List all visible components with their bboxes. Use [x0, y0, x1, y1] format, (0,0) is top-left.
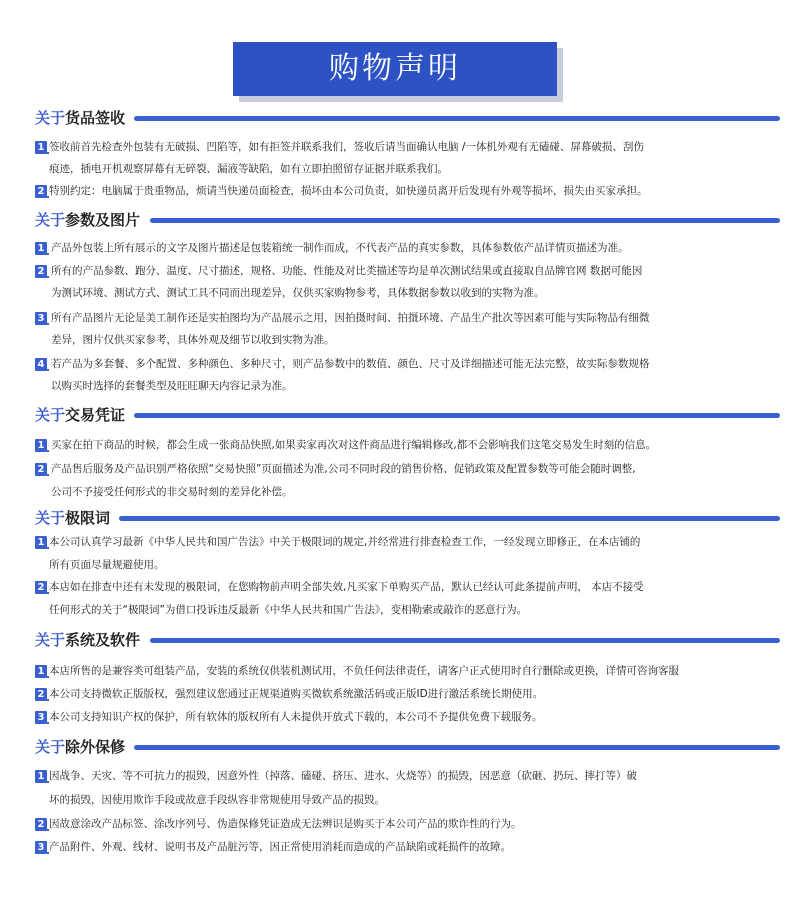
section-divider — [156, 218, 780, 223]
section-divider — [140, 116, 780, 121]
item-text-line: 所有的产品参数、跑分、温度、尺寸描述，规格、功能、性能及对比类描述等均是单次测试结果或直接取自品牌官网 数据可能因 — [51, 265, 643, 277]
section-title: 除外保修 — [65, 738, 126, 756]
item-text-line: 所有产品图片无论是美工制作还是实拍图均为产品展示之用，因拍摄时间、拍摄环境、产品生产批次等因素可能与实际物品有细微 — [51, 312, 650, 324]
item-text-line: 买家在拍下商品的时候，都会生成一张商品快照,如果卖家再次对这件商品进行编辑修改,都不会影响我们这笔交易发生时刻的信息。 — [51, 439, 657, 451]
section-divider — [140, 413, 780, 418]
item-number-badge: 3 — [35, 841, 47, 854]
item-number-badge: 2 — [35, 265, 47, 278]
item-number-badge: 2 — [35, 581, 47, 594]
item-number-badge: 1 — [35, 770, 47, 783]
section-warranty-exclusions — [0, 737, 790, 757]
section-prefix: 关于 — [35, 109, 66, 127]
item-number-badge: 4 — [35, 358, 47, 371]
page-title: 购物声明 — [329, 51, 461, 86]
item-text-line: 产品售后服务及产品识别严格依照“交易快照”页面描述为准,公司不同时段的销售价格、促销政策及配置参数等可能会随时调整, — [51, 463, 636, 475]
item-number-badge: 2 — [35, 463, 47, 476]
item-text-line: 产品附件、外观、线材、说明书及产品脏污等，因正常使用消耗而造成的产品缺陷或耗损件的故障。 — [49, 841, 511, 853]
section-prefix: 关于 — [35, 509, 66, 527]
section-header — [0, 630, 790, 650]
item-number-badge: 2 — [35, 688, 47, 701]
item-text-line: 本公司支持微软正版版权，强烈建议您通过正规渠道购买微软系统激活码或正版ID进行激活系统长期使用。 — [49, 688, 544, 700]
section-header — [0, 108, 790, 128]
item-text-line: 签收前首先检查外包装有无破损、凹陷等，如有拒签并联系我们，签收后请当面确认电脑 /一体机外观有无磕碰、屏幕破损、刮伤 — [49, 141, 644, 153]
section-extreme-words — [0, 508, 790, 528]
section-title: 交易凭证 — [65, 406, 126, 424]
section-header — [0, 508, 790, 528]
item-text-line: 以购买时选择的套餐类型及旺旺聊天内容记录为准。 — [51, 380, 293, 392]
section-goods-receipt — [0, 108, 790, 128]
item-number-badge: 1 — [35, 141, 47, 154]
item-number-badge: 2 — [35, 185, 47, 198]
item-number-badge: 3 — [35, 711, 47, 724]
section-system-software — [0, 630, 790, 650]
item-text-line: 坏的损毁，因使用欺诈手段或故意手段纵容非常规使用导致产品的损毁。 — [49, 794, 385, 806]
section-header — [0, 210, 790, 230]
section-specs-images — [0, 210, 790, 230]
item-text-line: 本店如在排查中还有未发现的极限词，在您购物前声明全部失效,凡买家下单购买产品，默认已经认可此条提前声明， 本店不接受 — [49, 581, 644, 593]
section-divider — [125, 516, 780, 521]
item-text-line: 为测试环境、测试方式、测试工具不同而出现差异，仅供买家购物参考，具体数据参数以收到的实物为准。 — [51, 287, 545, 299]
section-header — [0, 737, 790, 757]
item-text-line: 因故意涂改产品标签、涂改序列号、伪造保修凭证造成无法辨识是购买于本公司产品的欺诈性的行为。 — [49, 818, 522, 830]
section-title: 系统及软件 — [65, 631, 141, 649]
section-prefix: 关于 — [35, 406, 66, 424]
item-text-line: 所有页面尽量规避使用。 — [49, 559, 165, 571]
section-prefix: 关于 — [35, 738, 66, 756]
item-text-line: 产品外包装上所有展示的文字及图片描述是包装箱统一制作而成，不代表产品的真实参数，具体参数依产品详情页描述为准。 — [51, 242, 629, 254]
item-text-line: 特别约定：电脑属于贵重物品，烦请当快递员面检查，损坏由本公司负责，如快递员离开后发现有外观等损坏，损失由买家承担。 — [49, 185, 648, 197]
section-transaction-proof — [0, 405, 790, 425]
item-number-badge: 1 — [35, 665, 47, 678]
section-prefix: 关于 — [35, 211, 66, 229]
item-text-line: 差异，图片仅供买家参考，具体外观及细节以收到实物为准。 — [51, 334, 335, 346]
section-header — [0, 405, 790, 425]
page-banner — [233, 42, 557, 96]
item-text-line: 公司不予接受任何形式的非交易时刻的差异化补偿。 — [51, 486, 293, 498]
item-number-badge: 2 — [35, 818, 47, 831]
item-number-badge: 1 — [35, 536, 47, 549]
item-text-line: 因战争、天灾、等不可抗力的损毁，因意外性（掉落、磕碰、挤压、进水、火烧等）的损毁，因恶意（砍砸、扔玩、摔打等）破 — [49, 770, 637, 782]
section-title: 极限词 — [65, 509, 111, 527]
section-divider — [140, 745, 780, 750]
item-number-badge: 1 — [35, 439, 47, 452]
item-number-badge: 1 — [35, 242, 47, 255]
section-prefix: 关于 — [35, 631, 66, 649]
section-divider — [156, 638, 780, 643]
item-text-line: 任何形式的关于“极限词”为借口投诉违反最新《中华人民共和国广告法》，变相勒索或敲诈的恶意行为。 — [49, 604, 528, 616]
section-title: 货品签收 — [65, 109, 126, 127]
item-text-line: 本公司认真学习最新《中华人民共和国广告法》中关于极限词的规定,并经常进行排查检查工作，一经发现立即修正，在本店铺的 — [49, 536, 641, 548]
item-text-line: 若产品为多套餐、多个配置、多种颜色、多种尺寸，则产品参数中的数值、颜色、尺寸及详细描述可能无法完整，故实际参数规格 — [51, 358, 650, 370]
section-title: 参数及图片 — [65, 211, 141, 229]
item-text-line: 痕迹，插电开机观察屏幕有无碎裂、漏液等缺陷，如有立即拍照留存证据并联系我们。 — [49, 163, 448, 175]
item-text-line: 本店所售的是兼容类可组装产品，安装的系统仅供装机测试用，不负任何法律责任，请客户正式使用时自行删除或更换，详情可咨询客服 — [49, 665, 679, 677]
item-number-badge: 3 — [35, 312, 47, 325]
item-text-line: 本公司支持知识产权的保护，所有软体的版权所有人未提供开放式下载的，本公司不予提供免费下载服务。 — [49, 711, 543, 723]
